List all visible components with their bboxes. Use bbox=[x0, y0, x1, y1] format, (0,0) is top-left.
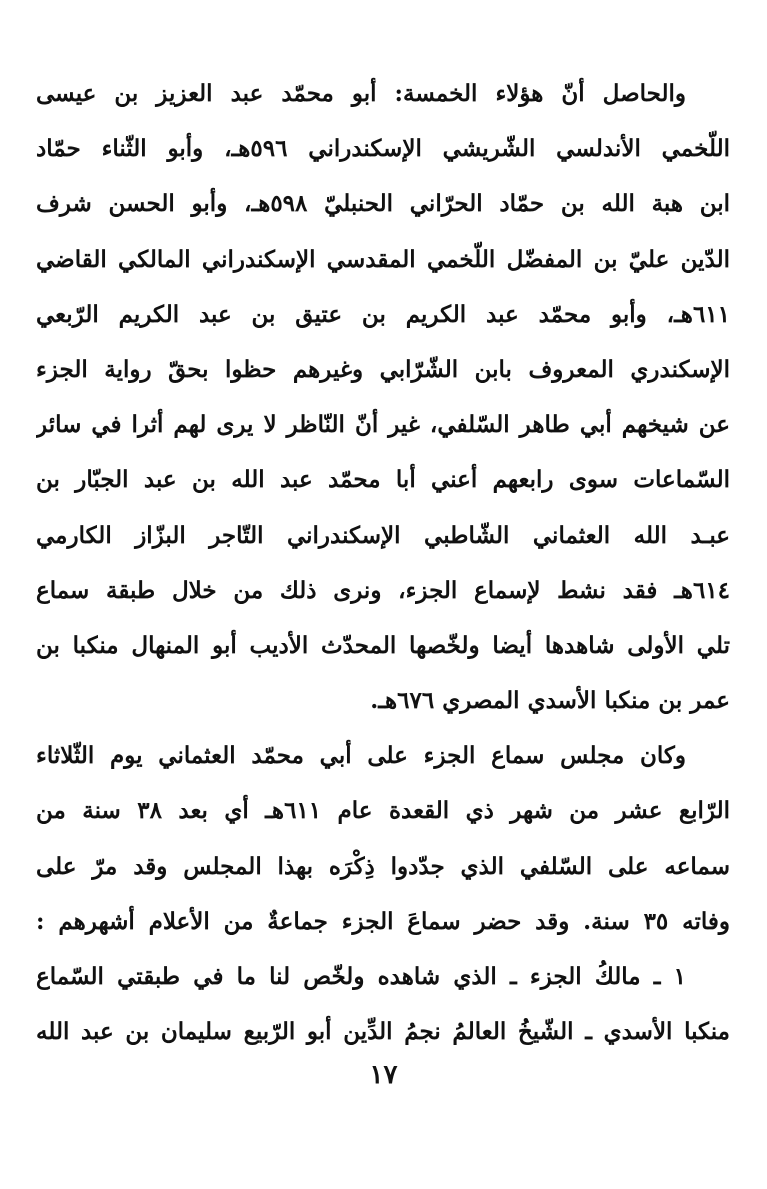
text-line: السّماعات سوى رابعهم أعني أبا محمّد عبد الله بن عبد الجبّار بن bbox=[36, 466, 730, 494]
text-line: عن شيخهم أبي طاهر السّلفي، غير أنّ النّاظر لا يرى لهم أثرا في سائر bbox=[36, 411, 730, 439]
text-line: عمر بن منكبا الأسدي المصري ٦٧٦هـ. bbox=[370, 687, 730, 715]
text-line: ٦١٤هـ فقد نشط لإسماع الجزء، ونرى ذلك من خلال طبقة سماع bbox=[36, 576, 730, 604]
text-line: ابن هبة الله بن حمّاد الحرّاني الحنبليّ ٥٩٨هـ، وأبو الحسن شرف bbox=[36, 190, 730, 218]
text-line: الرّابع عشر من شهر ذي القعدة عام ٦١١هـ أي بعد ٣٨ سنة من bbox=[36, 797, 730, 825]
text-line: اللّخمي الأندلسي الشّريشي الإسكندراني ٥٩٦هـ، وأبو الثّناء حمّاد bbox=[36, 135, 730, 163]
text-line: سماعه على السّلفي الذي جدّدوا ذِكْرَه بهذا المجلس وقد مرّ على bbox=[36, 852, 730, 880]
text-line: عبـد الله العثماني الشّاطبي الإسكندراني التّاجر البزّاز الكارمي bbox=[36, 521, 730, 549]
text-line: الدّين عليّ بن المفضّل اللّخمي المقدسي الإسكندراني المالكي القاضي bbox=[36, 245, 730, 273]
text-line: وكان مجلس سماع الجزء على أبي محمّد العثماني يوم الثّلاثاء bbox=[36, 742, 686, 770]
text-line: منكبا الأسدي ـ الشّيخُ العالمُ نجمُ الدِّين أبو الرّبيع سليمان بن عبد الله bbox=[36, 1018, 730, 1046]
text-line: ١ ـ مالكُ الجزء ـ الذي شاهده ولخّص لنا ما في طبقتي السّماع bbox=[36, 963, 686, 990]
text-line: تلي الأولى شاهدها أيضا ولخّصها المحدّث الأديب أبو المنهال منكبا بن bbox=[36, 631, 730, 659]
text-line: والحاصل أنّ هؤلاء الخمسة: أبو محمّد عبد العزيز بن عيسى bbox=[36, 80, 686, 107]
text-line: ٦١١هـ، وأبو محمّد عبد الكريم بن عتيق بن عبد الكريم الرّبعي bbox=[36, 300, 730, 328]
page-number: ١٧ bbox=[369, 1060, 398, 1090]
text-line: وفاته ٣٥ سنة. وقد حضر سماعَ الجزء جماعةٌ من الأعلام أشهرهم : bbox=[36, 907, 730, 935]
text-line: الإسكندري المعروف بابن الشّرّابي وغيرهم حظوا بحقّ رواية الجزء bbox=[36, 355, 730, 383]
body-text bbox=[36, 66, 730, 1059]
